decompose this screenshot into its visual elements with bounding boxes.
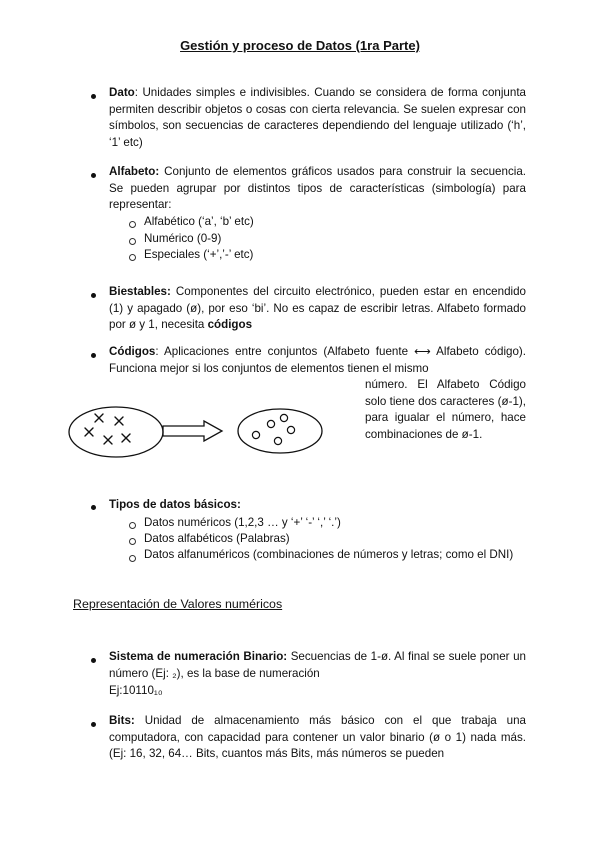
bullet-dot: [91, 722, 96, 727]
sets-mapping-diagram: [66, 402, 328, 462]
sub-bullet-circle: [129, 555, 136, 562]
codigos-side-text: número. El Alfabeto Código solo tiene dos caracteres (ø-1), para igualar el número, hace combinaciones de ø-1.: [365, 378, 526, 441]
x-marks: [85, 414, 130, 444]
binario-term: Sistema de numeración Binario:: [109, 650, 288, 663]
code-set-ellipse: [238, 409, 322, 453]
tipos-item: Datos numéricos (1,2,3 … y ‘+’ ‘-’ ‘,’ ‘.’): [144, 516, 341, 529]
alfabeto-text: Conjunto de elementos gráficos usados para construir la secuencia. Se pueden agrupar por distintos tipos de características (simbología) para representar:: [109, 165, 526, 212]
biestables-strong: códigos: [207, 318, 253, 332]
biestables-term: Biestables:: [109, 285, 171, 298]
dato-paragraph: [109, 85, 526, 151]
codigos-line1: : Aplicaciones entre conjuntos (Alfabeto fuente ⟷ Alfabeto código). Funciona mejor si los conjuntos de elementos tienen el mismo: [109, 345, 526, 375]
mapping-arrow-icon: [163, 421, 222, 441]
biestables-paragraph: [109, 284, 526, 334]
alfabeto-item: Alfabético (‘a’, ‘b’ etc): [144, 215, 254, 228]
alfabeto-item: Numérico (0-9): [144, 232, 222, 245]
dato-text: : Unidades simples e indivisibles. Cuando se considera de forma conjunta permiten describir objetos o cosas con cierta relevancia. Se suelen expresar con símbolos, son secuencias de caracteres dependiendo del lenguaje utilizado (‘h’, ‘1’ etc): [109, 86, 526, 149]
bits-paragraph: [109, 713, 526, 763]
sub-bullet-circle: [129, 221, 136, 228]
alfabeto-term: Alfabeto:: [109, 165, 160, 178]
bullet-dot: [91, 293, 96, 298]
dato-term: Dato: [109, 86, 135, 99]
codigos-paragraph: [109, 344, 526, 377]
codigos-term: Códigos: [109, 345, 156, 358]
tipos-item: Datos alfabéticos (Palabras): [144, 532, 290, 545]
bullet-dot: [91, 658, 96, 663]
bullet-dot: [91, 505, 96, 510]
biestables-text: Componentes del circuito electrónico, pueden estar en encendido (1) y apagado (ø), por eso ‘bi’. No es capaz de escribir letras. Alfabeto formado por ø y 1, necesita: [109, 285, 526, 332]
bits-term: Bits:: [109, 714, 135, 727]
sub-bullet-circle: [129, 538, 136, 545]
tipos-paragraph: [109, 497, 526, 514]
tipos-item: Datos alfanuméricos (combinaciones de números y letras; como el DNI): [144, 548, 514, 561]
binario-example: Ej:10110₁₀: [109, 684, 163, 697]
page-title: Gestión y proceso de Datos (1ra Parte): [180, 38, 420, 53]
sub-bullet-circle: [129, 254, 136, 261]
alfabeto-paragraph: [109, 164, 526, 214]
sub-bullet-circle: [129, 522, 136, 529]
sub-bullet-circle: [129, 238, 136, 245]
bullet-dot: [91, 353, 96, 358]
bullet-dot: [91, 94, 96, 99]
binario-text: Secuencias de 1-ø. Al final se suele poner un número (Ej: ₂), es la base de numeración: [109, 650, 526, 680]
o-marks: [252, 414, 294, 444]
bullet-dot: [91, 173, 96, 178]
tipos-term: Tipos de datos básicos:: [109, 498, 241, 511]
section-heading: Representación de Valores numéricos: [73, 597, 283, 611]
bits-text: Unidad de almacenamiento más básico con el que trabaja una computadora, con capacidad para contener un valor binario (ø o 1) nada más. (Ej: 16, 32, 64… Bits, cuantos más Bits, más números se pueden: [109, 714, 526, 761]
source-set-ellipse: [69, 407, 163, 457]
binario-paragraph: [109, 649, 526, 682]
alfabeto-item: Especiales (‘+’,’-’ etc): [144, 248, 254, 261]
